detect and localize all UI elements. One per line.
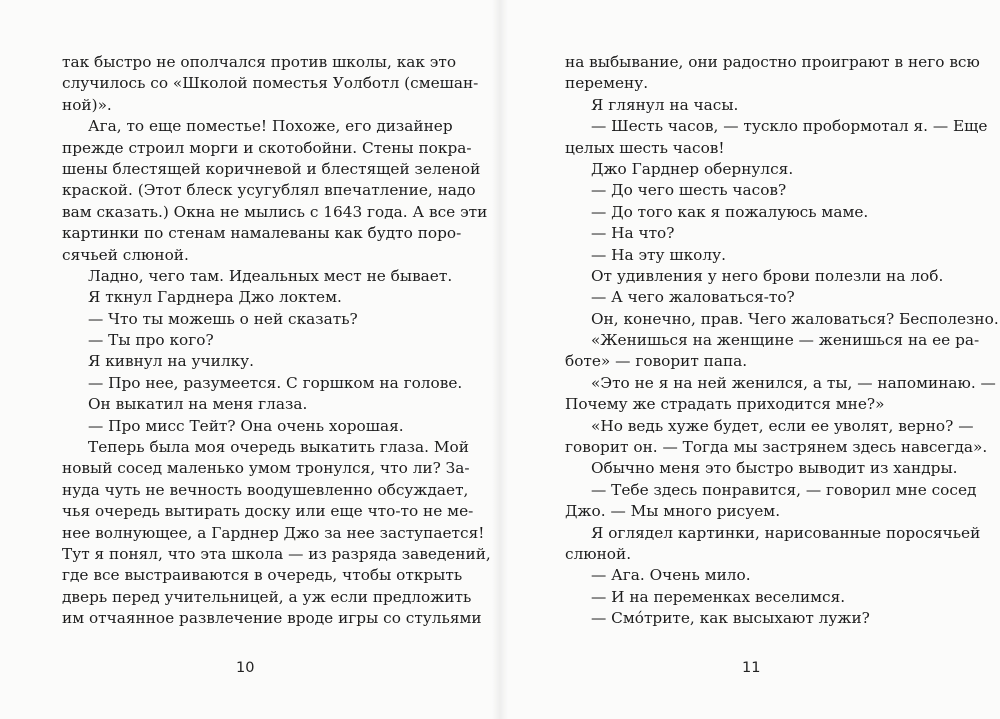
book-gutter xyxy=(492,0,508,719)
left-page-number: 10 xyxy=(236,660,255,676)
text-line: случилось со «Школой поместья Уолботл (смешан- xyxy=(62,74,479,93)
text-line: — Ага. Очень мило. xyxy=(591,566,751,585)
text-line: Он, конечно, прав. Чего жаловаться? Бесполезно. xyxy=(591,309,999,328)
text-line: краской. (Этот блеск усугублял впечатление, надо xyxy=(62,181,476,200)
text-line: картинки по стенам намалеваны как будто поро- xyxy=(62,224,462,243)
text-line: «Это не я на ней женился, а ты, — напоминаю. — xyxy=(591,373,996,392)
text-line: — До того как я пожалуюсь маме. xyxy=(591,202,869,221)
text-line: новый сосед маленько умом тронулся, что ли? За- xyxy=(62,459,470,478)
text-line: так быстро не ополчался против школы, как это xyxy=(62,53,457,71)
text-line: шены блестящей коричневой и блестящей зеленой xyxy=(62,159,481,178)
text-line: — На эту школу. xyxy=(591,245,726,264)
text-line: «Женишься на женщине — женишься на ее ра- xyxy=(591,331,980,350)
text-line: Я оглядел картинки, нарисованные поросячьей xyxy=(591,523,981,542)
text-line: — Про мисс Тейт? Она очень хорошая. xyxy=(88,416,404,435)
text-line: Я ткнул Гарднера Джо локтем. xyxy=(88,288,342,307)
text-line: Джо. — Мы много рисуем. xyxy=(565,502,781,521)
text-line: Я глянул на часы. xyxy=(591,95,739,114)
text-line: Обычно меня это быстро выводит из хандры. xyxy=(591,459,958,478)
text-line: слюной. xyxy=(565,544,632,563)
text-line: боте» — говорит папа. xyxy=(565,352,748,371)
text-line: на выбывание, они радостно проиграют в него всю xyxy=(565,53,980,71)
left-page xyxy=(62,52,491,630)
text-line: — Шесть часов, — тускло пробормотал я. — Еще xyxy=(591,117,988,136)
text-line: перемену. xyxy=(565,74,649,93)
text-line: — Смóтрите, как высыхают лужи? xyxy=(591,609,870,628)
text-line: прежде строил морги и скотобойни. Стены покра- xyxy=(62,138,472,157)
text-line: чья очередь вытирать доску или еще что-то не ме- xyxy=(62,502,474,521)
text-line: — Тебе здесь понравится, — говорил мне сосед xyxy=(591,480,977,499)
text-line: Почему же страдать приходится мне?» xyxy=(565,395,885,414)
text-line: дверь перед учительницей, а уж если предложить xyxy=(62,587,472,606)
text-line: сячьей слюной. xyxy=(62,245,189,264)
text-line: От удивления у него брови полезли на лоб. xyxy=(591,266,944,285)
text-line: — Про нее, разумеется. С горшком на голове. xyxy=(88,373,463,392)
text-line: — На что? xyxy=(591,224,675,243)
text-line: — Ты про кого? xyxy=(88,331,214,350)
text-line: ной)». xyxy=(62,95,112,114)
text-line: Ага, то еще поместье! Похоже, его дизайнер xyxy=(88,117,453,136)
text-line: Он выкатил на меня глаза. xyxy=(88,395,308,414)
text-line: — До чего шесть часов? xyxy=(591,181,787,200)
text-line: Я кивнул на училку. xyxy=(88,352,254,371)
text-line: Джо Гарднер обернулся. xyxy=(591,159,794,178)
text-line: нуда чуть не вечность воодушевленно обсуждает, xyxy=(62,480,469,499)
text-line: — Что ты можешь о ней сказать? xyxy=(88,309,358,328)
text-line: им отчаянное развлечение вроде игры со стульями xyxy=(62,609,482,628)
text-line: где все выстраиваются в очередь, чтобы открыть xyxy=(62,566,463,585)
text-line: — И на переменках веселимся. xyxy=(591,587,846,606)
text-line: Теперь была моя очередь выкатить глаза. Мой xyxy=(88,438,469,457)
text-line: «Но ведь хуже будет, если ее уволят, верно? — xyxy=(591,416,974,435)
text-line: — А чего жаловаться-то? xyxy=(591,288,795,307)
text-line: Ладно, чего там. Идеальных мест не бывает. xyxy=(88,266,453,285)
text-line: говорит он. — Тогда мы застрянем здесь навсегда». xyxy=(565,438,988,457)
text-line: вам сказать.) Окна не мылись с 1643 года. А все эти xyxy=(62,202,488,221)
text-line: целых шесть часов! xyxy=(565,138,725,157)
right-page-number: 11 xyxy=(742,660,761,676)
right-page xyxy=(565,52,999,630)
text-line: Тут я понял, что эта школа — из разряда заведений, xyxy=(62,544,491,563)
text-line: нее волнующее, а Гарднер Джо за нее заступается! xyxy=(62,523,485,542)
